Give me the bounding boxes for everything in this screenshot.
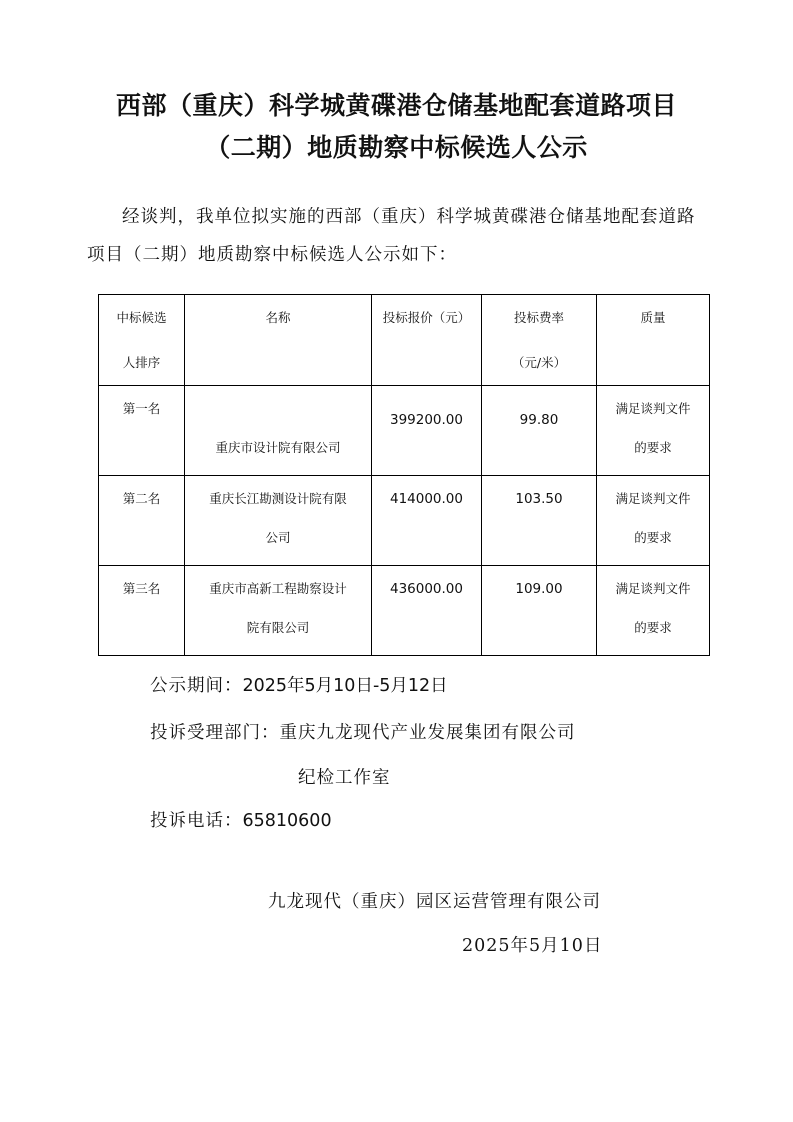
notice-complaint-dept-line-2: 纪检工作室 — [298, 768, 391, 788]
rank-cell — [99, 476, 185, 566]
notice-phone-value: 65810600 — [242, 811, 332, 831]
price-text: 414000.00 — [389, 491, 463, 507]
rank-text: 第三名 — [122, 581, 161, 596]
rate-text: 109.00 — [515, 581, 563, 597]
quality-cell — [597, 566, 710, 656]
name-cell — [185, 476, 372, 566]
rate-cell — [482, 566, 597, 656]
name-line-1: 重庆市高新工程勘察设计 — [209, 581, 347, 596]
header-quality-text: 质量 — [640, 310, 666, 325]
notice-phone — [150, 807, 332, 832]
name-line-1: 重庆长江勘测设计院有限 — [209, 491, 347, 506]
notice-phone-label: 投诉电话： — [150, 811, 243, 831]
price-cell — [372, 386, 482, 476]
name-line-2: 院有限公司 — [246, 620, 310, 635]
notice-period-value: 2025年5月10日-5月12日 — [242, 676, 448, 696]
name-line-2: 公司 — [265, 530, 291, 545]
header-rate-line-1: 投标费率 — [513, 310, 564, 325]
header-price — [372, 295, 482, 386]
quality-line-1: 满足谈判文件 — [615, 581, 691, 596]
quality-line-2: 的要求 — [634, 620, 672, 635]
quality-cell — [597, 386, 710, 476]
signature-date: 2025年5月10日 — [462, 936, 603, 956]
document-title-line-1: 西部（重庆）科学城黄碟港仓储基地配套道路项目 — [115, 91, 677, 120]
header-rank-line-1: 中标候选 — [116, 310, 167, 325]
rank-text: 第一名 — [122, 401, 161, 416]
quality-cell — [597, 476, 710, 566]
signature-org: 九龙现代（重庆）园区运营管理有限公司 — [268, 892, 601, 912]
notice-period-label: 公示期间： — [150, 676, 243, 696]
header-name-text: 名称 — [265, 310, 291, 325]
notice-period — [150, 672, 448, 697]
candidate-table — [98, 294, 710, 656]
name-cell — [185, 566, 372, 656]
rank-cell — [99, 566, 185, 656]
rate-text: 99.80 — [519, 412, 559, 428]
rate-text: 103.50 — [515, 491, 563, 507]
rate-cell — [482, 476, 597, 566]
name-line-2: 重庆市设计院有限公司 — [215, 440, 341, 455]
price-cell — [372, 476, 482, 566]
document-title-line-2: （二期）地质勘察中标候选人公示 — [205, 133, 588, 162]
intro-paragraph: 经谈判，我单位拟实施的西部（重庆）科学城黄碟港仓储基地配套道路项目（二期）地质勘察中标候选人公示如下： — [87, 207, 696, 265]
header-rate-line-2: （元/米） — [511, 355, 567, 370]
header-rank — [99, 295, 185, 386]
rank-cell — [99, 386, 185, 476]
table-row — [99, 566, 710, 656]
header-name — [185, 295, 372, 386]
price-text: 436000.00 — [389, 581, 463, 597]
price-text: 399200.00 — [389, 412, 463, 428]
header-quality — [597, 295, 710, 386]
name-cell — [185, 386, 372, 476]
header-rank-line-2: 人排序 — [122, 355, 161, 370]
quality-line-1: 满足谈判文件 — [615, 401, 691, 416]
header-price-text: 投标报价（元） — [382, 310, 471, 325]
header-rate — [482, 295, 597, 386]
notice-complaint-dept-line-1: 重庆九龙现代产业发展集团有限公司 — [279, 723, 576, 743]
name-line-1 — [185, 386, 371, 431]
table-row — [99, 476, 710, 566]
table-header-row — [99, 295, 710, 386]
notice-complaint — [150, 719, 576, 744]
quality-line-2: 的要求 — [634, 530, 672, 545]
rank-text: 第二名 — [122, 491, 161, 506]
notice-complaint-label: 投诉受理部门： — [150, 723, 280, 743]
quality-line-2: 的要求 — [634, 440, 672, 455]
quality-line-1: 满足谈判文件 — [615, 491, 691, 506]
rate-cell — [482, 386, 597, 476]
price-cell — [372, 566, 482, 656]
table-row — [99, 386, 710, 476]
